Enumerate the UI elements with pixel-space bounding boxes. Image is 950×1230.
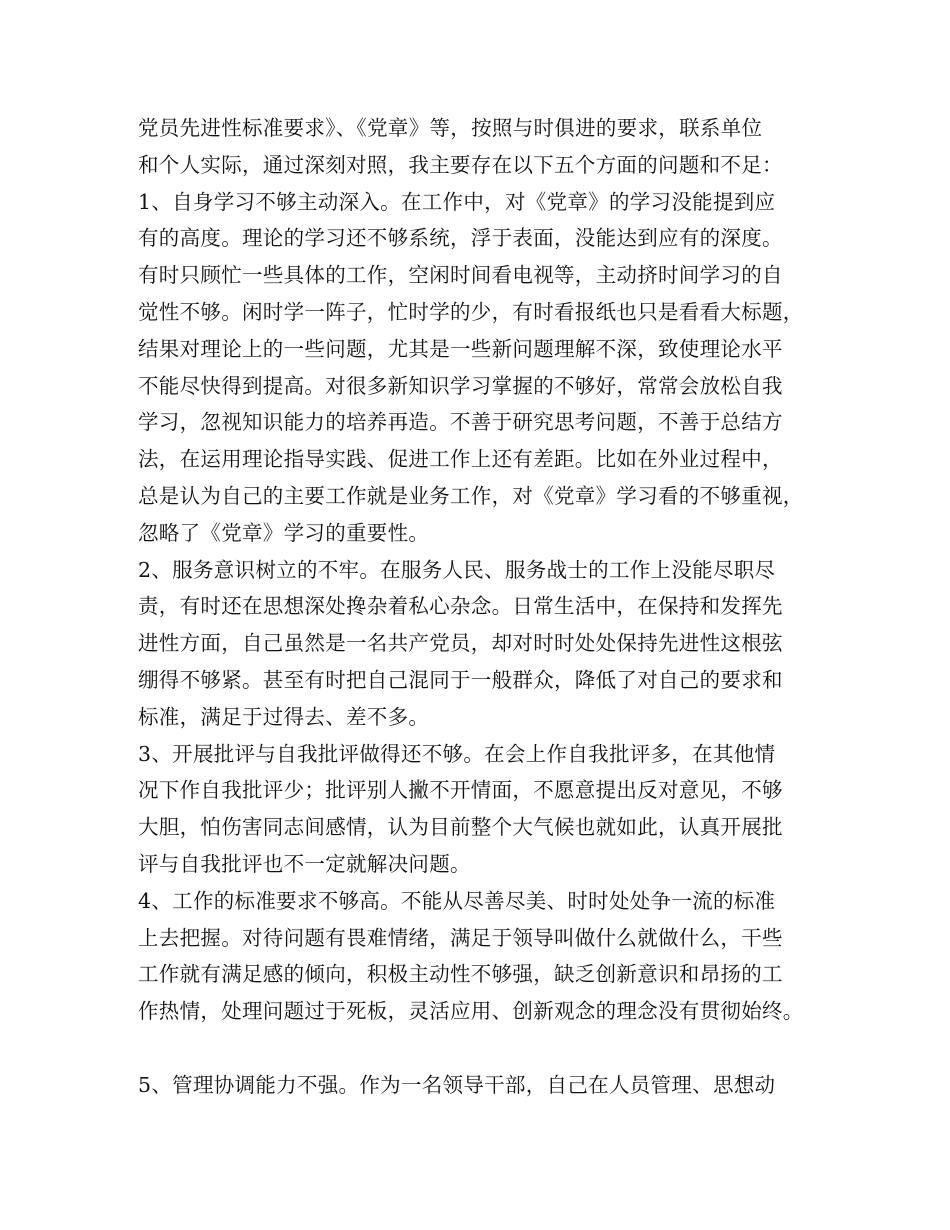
body-text [138,110,828,1104]
text-line: 标准，满足于过得去、差不多。 [138,704,430,729]
text-line: 4、工作的标准要求不够高。不能从尽善尽美、时时处处争一流的标准 [138,888,776,913]
text-line: 结果对理论上的一些问题，尤其是一些新问题理解不深，致使理论水平 [138,336,783,361]
text-line: 作热情，处理问题过于死板，灵活应用、创新观念的理念没有贯彻始终。 [138,999,804,1024]
text-line: 况下作自我批评少；批评别人撇不开情面，不愿意提出反对意见，不够 [138,778,783,803]
text-line: 和个人实际，通过深刻对照，我主要存在以下五个方面的问题和不足： [138,152,783,177]
text-line: 进性方面，自己虽然是一名共产党员，却对时时处处保持先进性这根弦 [138,631,783,656]
text-line: 3、开展批评与自我批评做得还不够。在会上作自我批评多，在其他情 [138,741,776,766]
text-line: 2、服务意识树立的不牢。在服务人民、服务战士的工作上没能尽职尽 [138,557,776,582]
text-line: 觉性不够。闲时学一阵子，忙时学的少，有时看报纸也只是看看大标题， [138,299,804,324]
text-line: 1、自身学习不够主动深入。在工作中，对《党章》的学习没能提到应 [138,189,776,214]
text-line: 绷得不够紧。甚至有时把自己混同于一般群众，降低了对自己的要求和 [138,667,783,692]
text-line: 上去把握。对待问题有畏难情绪，满足于领导叫做什么就做什么，干些 [138,925,783,950]
text-line: 学习，忽视知识能力的培养再造。不善于研究思考问题，不善于总结方 [138,410,783,435]
text-line: 不能尽快得到提高。对很多新知识学习掌握的不够好，常常会放松自我 [138,373,783,398]
text-line: 忽略了《党章》学习的重要性。 [138,520,430,545]
text-line: 工作就有满足感的倾向，积极主动性不够强，缺乏创新意识和昂扬的工 [138,962,783,987]
text-line: 责，有时还在思想深处搀杂着私心杂念。日常生活中，在保持和发挥先 [138,594,783,619]
paragraph-gap [138,1030,828,1067]
text-line: 5、管理协调能力不强。作为一名领导干部，自己在人员管理、思想动 [138,1072,776,1097]
text-line: 法，在运用理论指导实践、促进工作上还有差距。比如在外业过程中， [138,447,783,472]
text-line: 党员先进性标准要求》、《党章》等，按照与时俱进的要求，联系单位 [138,116,763,140]
text-line: 大胆，怕伤害同志间感情，认为目前整个大气候也就如此，认真开展批 [138,815,783,840]
text-line: 有时只顾忙一些具体的工作，空闲时间看电视等，主动挤时间学习的自 [138,263,783,288]
text-line: 评与自我批评也不一定就解决问题。 [138,851,471,876]
text-line: 总是认为自己的主要工作就是业务工作，对《党章》学习看的不够重视， [138,483,804,508]
text-line: 有的高度。理论的学习还不够系统，浮于表面，没能达到应有的深度。 [138,226,783,251]
